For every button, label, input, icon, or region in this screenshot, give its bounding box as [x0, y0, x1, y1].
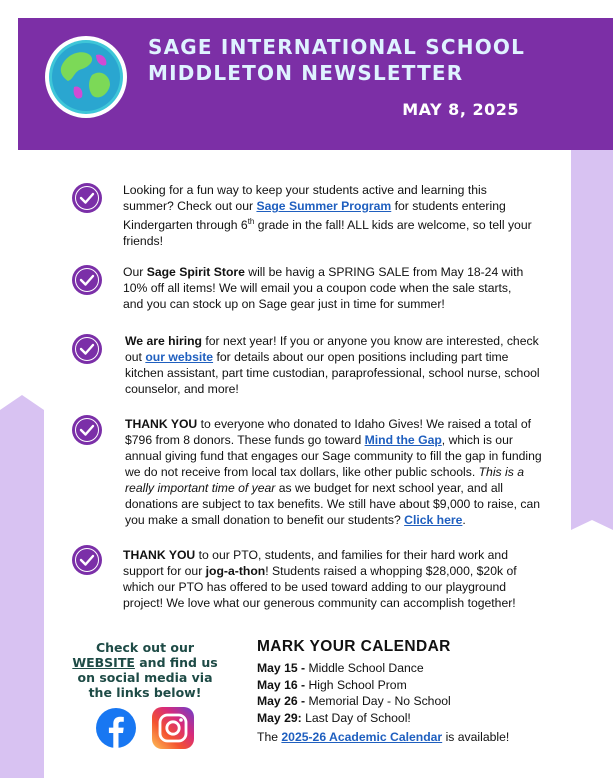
- newsletter-date: MAY 8, 2025: [402, 100, 519, 119]
- spirit-text: Our: [123, 265, 147, 279]
- calendar-heading: MARK YOUR CALENDAR: [257, 638, 451, 655]
- event-date: May 29:: [257, 710, 302, 725]
- summer-text-end: grade in the fall! ALL kids are welcome, so tell your friends!: [123, 218, 532, 249]
- pto-text-end: ! Students raised a whopping $28,000, $20k of which our PTO has offered to be used toward adding to our playground project! We love what our generous community can accomplish together!: [123, 564, 517, 610]
- event-date: May 15 -: [257, 661, 306, 675]
- event-date: May 26 -: [257, 694, 306, 708]
- academic-calendar-row: [257, 729, 557, 746]
- idaho-gives-item: [125, 416, 547, 528]
- event-date: May 16 -: [257, 677, 306, 692]
- calendar-event: [257, 693, 557, 710]
- click-here-link[interactable]: Click here: [404, 513, 463, 527]
- spirit-store-bold: Sage Spirit Store: [146, 265, 245, 279]
- event-text: High School Prom: [305, 677, 407, 692]
- gives-period: .: [462, 513, 466, 527]
- spirit-text-end: will be havig a SPRING SALE from May 18-24 with 10% off all items! We will email you a coupon code when the sale starts, and you can stock up on Sage gear just in time for summer!: [123, 265, 524, 311]
- checkmark-icon: [72, 415, 102, 445]
- summer-sup: th: [247, 217, 255, 226]
- checkmark-icon: [72, 334, 102, 364]
- website-link[interactable]: WEBSITE: [72, 655, 135, 670]
- hiring-bold: We are hiring: [125, 334, 202, 348]
- instagram-icon[interactable]: [152, 707, 194, 749]
- academic-calendar-link[interactable]: 2025-26 Academic Calendar: [281, 730, 443, 744]
- footer-pre: The: [257, 730, 282, 744]
- checkmark-icon: [72, 183, 102, 213]
- facebook-icon[interactable]: [96, 708, 136, 748]
- hiring-text-end: for details about our open positions including part time kitchen assistant, part time custodian, paraprofessional, school nurse, school counselor, and more!: [125, 350, 540, 396]
- calendar-event: [257, 677, 557, 694]
- summer-text-mid: for students entering Kindergarten through 6: [123, 199, 506, 233]
- checkmark-icon: [72, 265, 102, 295]
- newsletter-title: [148, 34, 525, 86]
- hiring-item: [125, 333, 550, 397]
- checkmark-icon: [72, 545, 102, 575]
- title-line-2: MIDDLETON NEWSLETTER: [148, 61, 464, 85]
- gives-text-end: as we budget for next school year, and all donations are subject to tax benefits. We still have about $9,000 to raise, can you make a small donation to benefit our students?: [125, 481, 541, 527]
- pto-text: to our PTO, students, and families for their hard work and support for our: [123, 548, 508, 578]
- gives-italic: This is a really important time of year: [125, 465, 524, 495]
- calendar-section: [257, 638, 557, 746]
- event-text: Last Day of School!: [301, 710, 411, 725]
- social-line-2: and find us on social media via the links below!: [77, 655, 218, 700]
- our-website-link[interactable]: our website: [145, 350, 214, 364]
- summer-text: Looking for a fun way to keep your students active and learning this summer? Check out our: [123, 183, 487, 213]
- jog-a-thon-bold: jog-a-thon: [205, 564, 266, 578]
- gives-text: to everyone who donated to Idaho Gives! We raised a total of $796 from 8 donors. These funds go toward: [125, 417, 532, 447]
- jog-a-thon-item: [123, 547, 543, 611]
- mind-the-gap-link[interactable]: Mind the Gap: [364, 433, 442, 447]
- left-ribbon: [0, 395, 44, 778]
- right-ribbon: [571, 150, 613, 530]
- pto-thank-you-bold: THANK YOU: [123, 548, 196, 562]
- event-text: Memorial Day - No School: [305, 694, 451, 708]
- hiring-text: for next year! If you or anyone you know are interested, check out: [125, 334, 539, 364]
- social-line-1: Check out our: [95, 640, 195, 655]
- spirit-store-item: [123, 264, 535, 312]
- thank-you-bold: THANK YOU: [125, 417, 198, 431]
- globe-logo-icon: [44, 35, 128, 119]
- title-line-1: SAGE INTERNATIONAL SCHOOL: [148, 35, 526, 59]
- gives-text-mid: , which is our annual giving fund that engages our Sage community to fill the gap in funding we do not receive from local tax dollars, like other public schools.: [125, 433, 542, 479]
- calendar-event: [257, 660, 557, 677]
- calendar-event: [257, 710, 557, 727]
- summer-program-item: [123, 182, 535, 249]
- sage-summer-program-link[interactable]: Sage Summer Program: [256, 199, 392, 213]
- footer-post: is available!: [442, 730, 510, 744]
- event-text: Middle School Dance: [305, 661, 424, 675]
- social-callout: [70, 640, 220, 700]
